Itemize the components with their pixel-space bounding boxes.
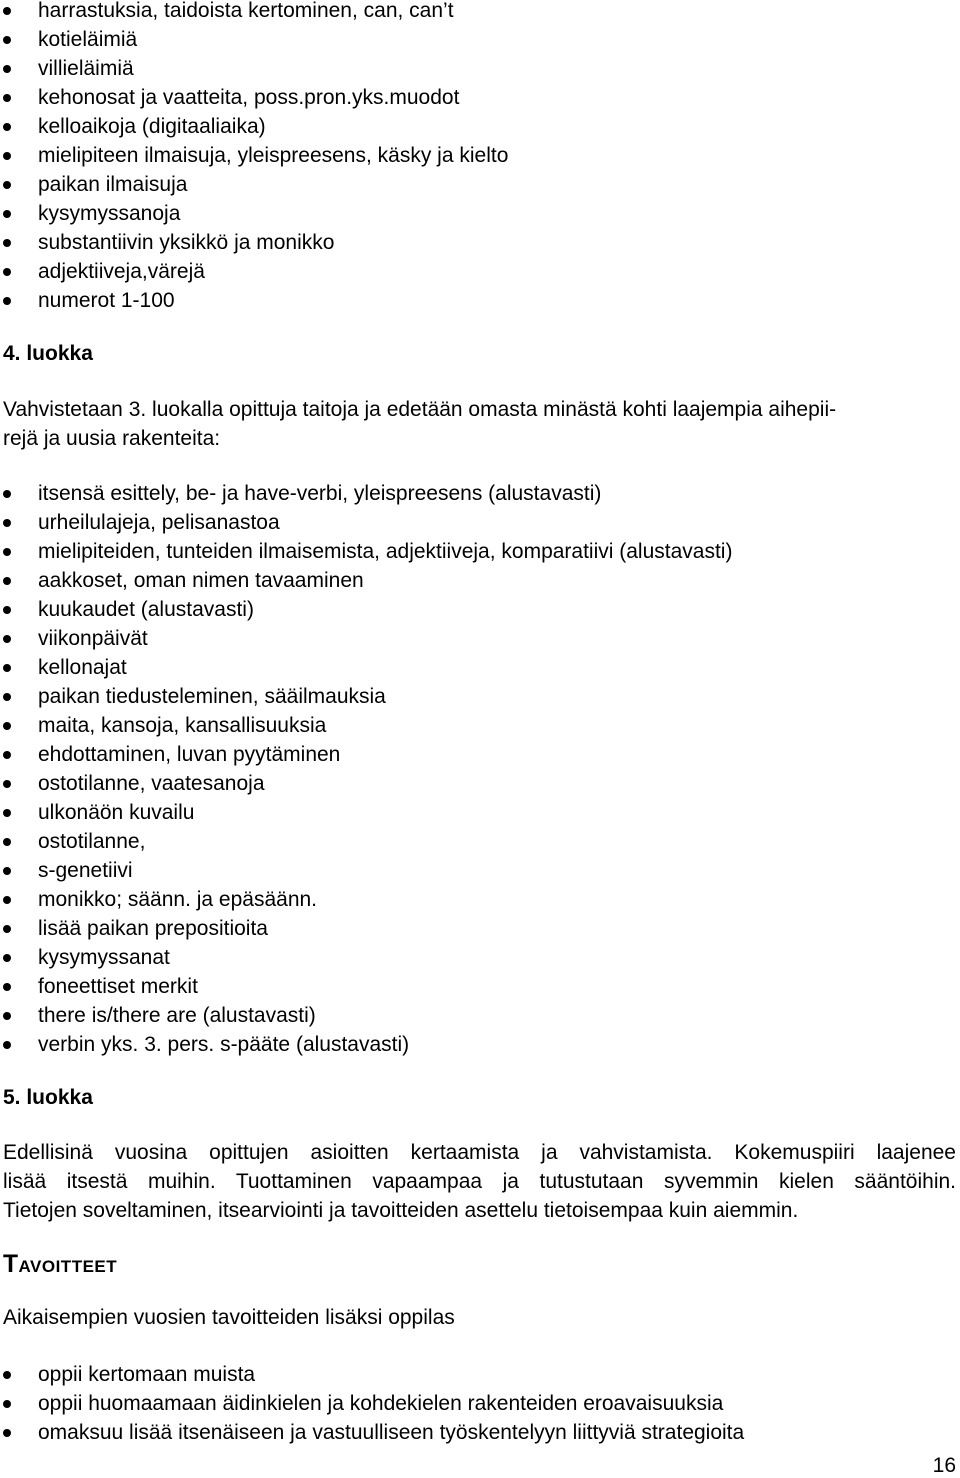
- bullet-icon: [3, 239, 11, 247]
- list-item: monikko; säänn. ja epäsäänn.: [0, 885, 732, 914]
- bullet-icon: [3, 490, 11, 498]
- bullet-icon: [3, 123, 11, 131]
- list-item: viikonpäivät: [0, 624, 732, 653]
- bullet-icon: [3, 838, 11, 846]
- list-item: s-genetiivi: [0, 856, 732, 885]
- grade4-intro: [3, 395, 956, 453]
- bullet-icon: [3, 36, 11, 44]
- bullet-icon: [3, 577, 11, 585]
- grade5-heading: 5. luokka: [3, 1086, 93, 1109]
- goals-heading: Tavoitteet: [3, 1251, 118, 1278]
- list-item: maita, kansoja, kansallisuuksia: [0, 711, 732, 740]
- list-item: harrastuksia, taidoista kertominen, can, can’t: [0, 0, 508, 25]
- bullet-icon: [3, 896, 11, 904]
- list-item: kysymyssanat: [0, 943, 732, 972]
- list-item: ulkonäön kuvailu: [0, 798, 732, 827]
- bullet-icon: [3, 983, 11, 991]
- bullet-icon: [3, 1400, 11, 1408]
- list-item: paikan tiedusteleminen, sääilmauksia: [0, 682, 732, 711]
- bullet-icon: [3, 722, 11, 730]
- list-item: kysymyssanoja: [0, 199, 508, 228]
- bullet-icon: [3, 181, 11, 189]
- list-item: kuukaudet (alustavasti): [0, 595, 732, 624]
- list-item: kellonajat: [0, 653, 732, 682]
- list-item: aakkoset, oman nimen tavaaminen: [0, 566, 732, 595]
- bullet-icon: [3, 548, 11, 556]
- bullet-icon: [3, 809, 11, 817]
- list-item: verbin yks. 3. pers. s-pääte (alustavasti): [0, 1030, 732, 1059]
- goals-intro: Aikaisempien vuosien tavoitteiden lisäksi oppilas: [3, 1306, 455, 1329]
- list-item: ehdottaminen, luvan pyytäminen: [0, 740, 732, 769]
- bullet-icon: [3, 7, 11, 15]
- bullet-icon: [3, 152, 11, 160]
- list-item: lisää paikan prepositioita: [0, 914, 732, 943]
- bullet-icon: [3, 65, 11, 73]
- list-item: mielipiteiden, tunteiden ilmaisemista, adjektiiveja, komparatiivi (alustavasti): [0, 537, 732, 566]
- bullet-icon: [3, 751, 11, 759]
- page-number: 16: [932, 1454, 956, 1477]
- bullet-icon: [3, 664, 11, 672]
- grade4-topic-list: [0, 479, 732, 1059]
- bullet-icon: [3, 954, 11, 962]
- bullet-icon: [3, 1371, 11, 1379]
- list-item: oppii kertomaan muista: [0, 1360, 744, 1389]
- bullet-icon: [3, 606, 11, 614]
- list-item: kehonosat ja vaatteita, poss.pron.yks.muodot: [0, 83, 508, 112]
- list-item: omaksuu lisää itsenäiseen ja vastuulliseen työskentelyyn liittyviä strategioita: [0, 1418, 744, 1447]
- list-item: urheilulajeja, pelisanastoa: [0, 508, 732, 537]
- bullet-icon: [3, 1041, 11, 1049]
- list-item: itsensä esittely, be- ja have-verbi, yleispreesens (alustavasti): [0, 479, 732, 508]
- bullet-icon: [3, 519, 11, 527]
- goals-list: [0, 1360, 744, 1447]
- grade5-paragraph: [3, 1138, 956, 1225]
- grade5-para-line1: Edellisinä vuosina opittujen asioitten kertaamista ja vahvistamista. Kokemuspiiri laajenee: [3, 1141, 956, 1164]
- grade4-intro-line2: rejä ja uusia rakenteita:: [3, 427, 221, 450]
- list-item: ostotilanne, vaatesanoja: [0, 769, 732, 798]
- bullet-icon: [3, 1429, 11, 1437]
- list-item: oppii huomaamaan äidinkielen ja kohdekielen rakenteiden eroavaisuuksia: [0, 1389, 744, 1418]
- list-item: adjektiiveja,värejä: [0, 257, 508, 286]
- bullet-icon: [3, 1012, 11, 1020]
- bullet-icon: [3, 693, 11, 701]
- bullet-icon: [3, 925, 11, 933]
- list-item: paikan ilmaisuja: [0, 170, 508, 199]
- bullet-icon: [3, 268, 11, 276]
- bullet-icon: [3, 635, 11, 643]
- bullet-icon: [3, 94, 11, 102]
- topic-list-top: [0, 0, 508, 315]
- grade4-intro-line1: Vahvistetaan 3. luokalla opittuja taitoja ja edetään omasta minästä kohti laajempia aihepii-: [3, 398, 837, 421]
- list-item: kelloaikoja (digitaaliaika): [0, 112, 508, 141]
- list-item: kotieläimiä: [0, 25, 508, 54]
- list-item: foneettiset merkit: [0, 972, 732, 1001]
- list-item: there is/there are (alustavasti): [0, 1001, 732, 1030]
- bullet-icon: [3, 867, 11, 875]
- bullet-icon: [3, 210, 11, 218]
- list-item: mielipiteen ilmaisuja, yleispreesens, käsky ja kielto: [0, 141, 508, 170]
- list-item: numerot 1-100: [0, 286, 508, 315]
- grade5-para-line2: lisää itsestä muihin. Tuottaminen vapaampaa ja tutustutaan syvemmin kielen sääntöihin.: [3, 1170, 956, 1193]
- grade4-heading: 4. luokka: [3, 342, 93, 365]
- grade5-para-line3: Tietojen soveltaminen, itsearviointi ja tavoitteiden asettelu tietoisempaa kuin aiemmin.: [3, 1199, 799, 1222]
- list-item: substantiivin yksikkö ja monikko: [0, 228, 508, 257]
- bullet-icon: [3, 297, 11, 305]
- bullet-icon: [3, 780, 11, 788]
- list-item: ostotilanne,: [0, 827, 732, 856]
- list-item: villieläimiä: [0, 54, 508, 83]
